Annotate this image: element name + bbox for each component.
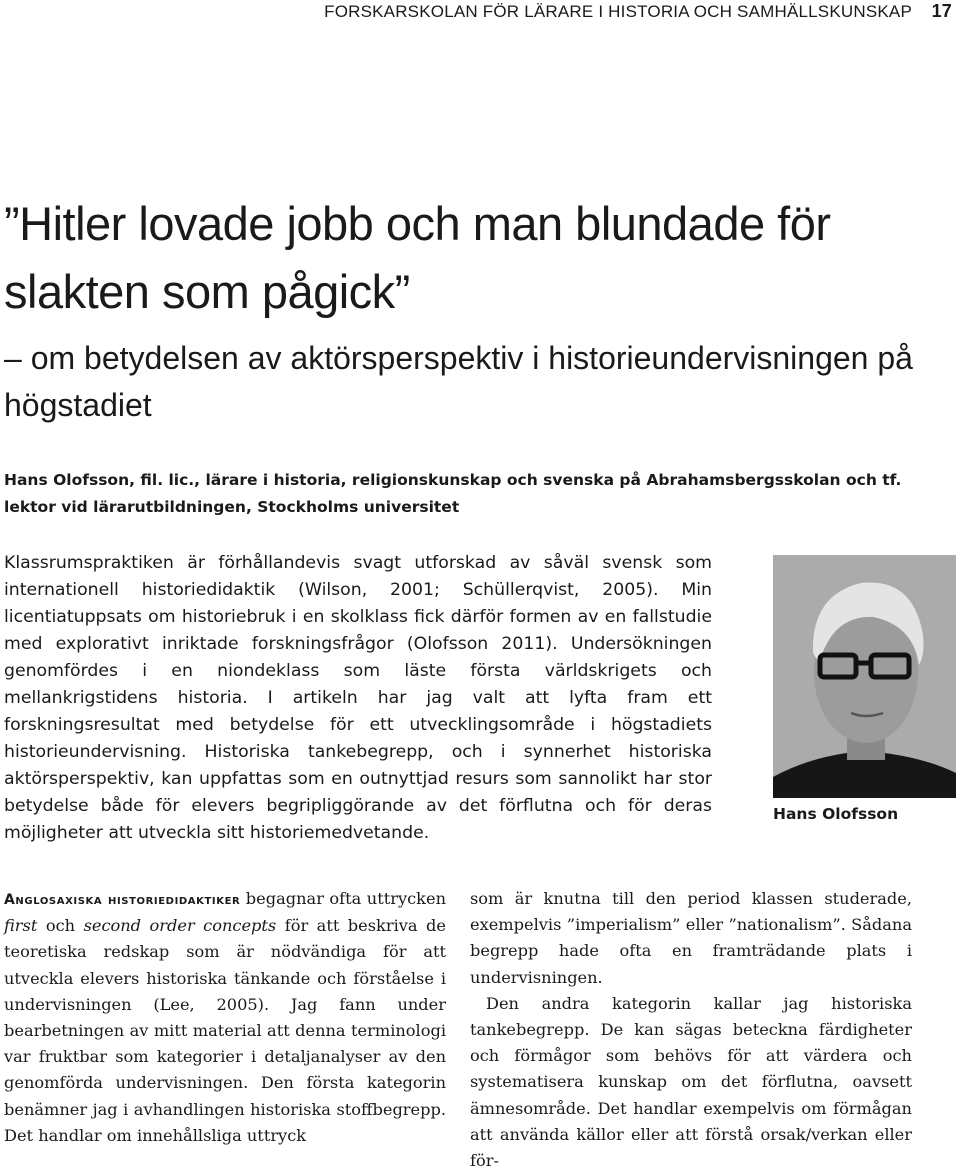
author-photo [773, 555, 956, 798]
abstract: Klassrumspraktiken är förhållandevis svagt utforskad av såväl svensk som internationell historiedidaktik (Wilson, 2001; Schüllerqvist, 2005). Min licentiatuppsats om historiebruk i en skolklass fick därför formen av en fallstudie med explorativt inriktade forskningsfrågor (Olofsson 2011). Undersökningen genomfördes i en niondeklass som läste första världskrigets och mellankrigstidens historia. I artikeln har jag valt att lyfta fram ett forskningsresultat med betydelse för ett utvecklingsområde i högstadiets historieundervisning. Historiska tankebegrepp, och i synnerhet historiska aktörsperspektiv, kan uppfattas som en outnyttjad resurs som sannolikt har stor betydelse både för elevers begripliggörande av det förflutna och för deras möjligheter att utveckla sitt historiemedvetande. [4, 553, 712, 843]
article-subtitle: – om betydelsen av aktörsperspektiv i historieundervisningen på högstadiet [4, 340, 913, 423]
author-portrait-image [773, 555, 956, 798]
running-head [0, 2, 960, 24]
body-paragraph: Den andra kategorin kallar jag historiska tankebegrepp. De kan sägas beteckna färdigheter och förmågor som behövs för att värdera och systematisera kunskap om det förflutna, oavsett ämnesområde. Det handlar exempelvis om förmågan att använda källor eller att förstå orsak/verkan eller för- [470, 993, 912, 1171]
body-right-column [470, 886, 912, 1174]
term-first: first [4, 916, 38, 936]
body-paragraph: Anglosaxiska historiedidaktiker begagnar ofta uttrycken first och second order concepts för att beskriva de teoretiska redskap som är nödvändiga för att utveckla elevers historiska tänkande och förståelse i undervisningen (Lee, 2005). Jag fann under bearbetningen av mitt material att denna terminologi var fruktbar som kategorier i detaljanalyser av den genomförda undervisningen. Den första kategorin benämner jag i avhandlingen historiska stoffbegrepp. Det handlar om innehållsliga uttryck [4, 889, 446, 1145]
lead-in: Anglosaxiska historiedidaktiker [4, 892, 241, 908]
article-title: ”Hitler lovade jobb och man blundade för slakten som pågick” [4, 197, 831, 318]
body-paragraph: som är knutna till den period klassen studerade, exempelvis ”imperialism” eller ”nationalism”. Sådana begrepp hade ofta en framträdande plats i undervisningen. [470, 889, 912, 987]
body-left-column [4, 886, 446, 1149]
photo-caption: Hans Olofsson [773, 805, 899, 823]
author-byline: Hans Olofsson, fil. lic., lärare i historia, religionskunskap och svenska på Abrahamsbergsskolan och tf. lektor vid lärarutbildningen, Stockholms universitet [4, 471, 902, 516]
term-second-order-concepts: second order concepts [83, 916, 277, 936]
page-number: 17 [931, 1, 952, 21]
running-head-title: FORSKARSKOLAN FÖR LÄRARE I HISTORIA OCH SAMHÄLLSKUNSKAP [324, 2, 912, 21]
